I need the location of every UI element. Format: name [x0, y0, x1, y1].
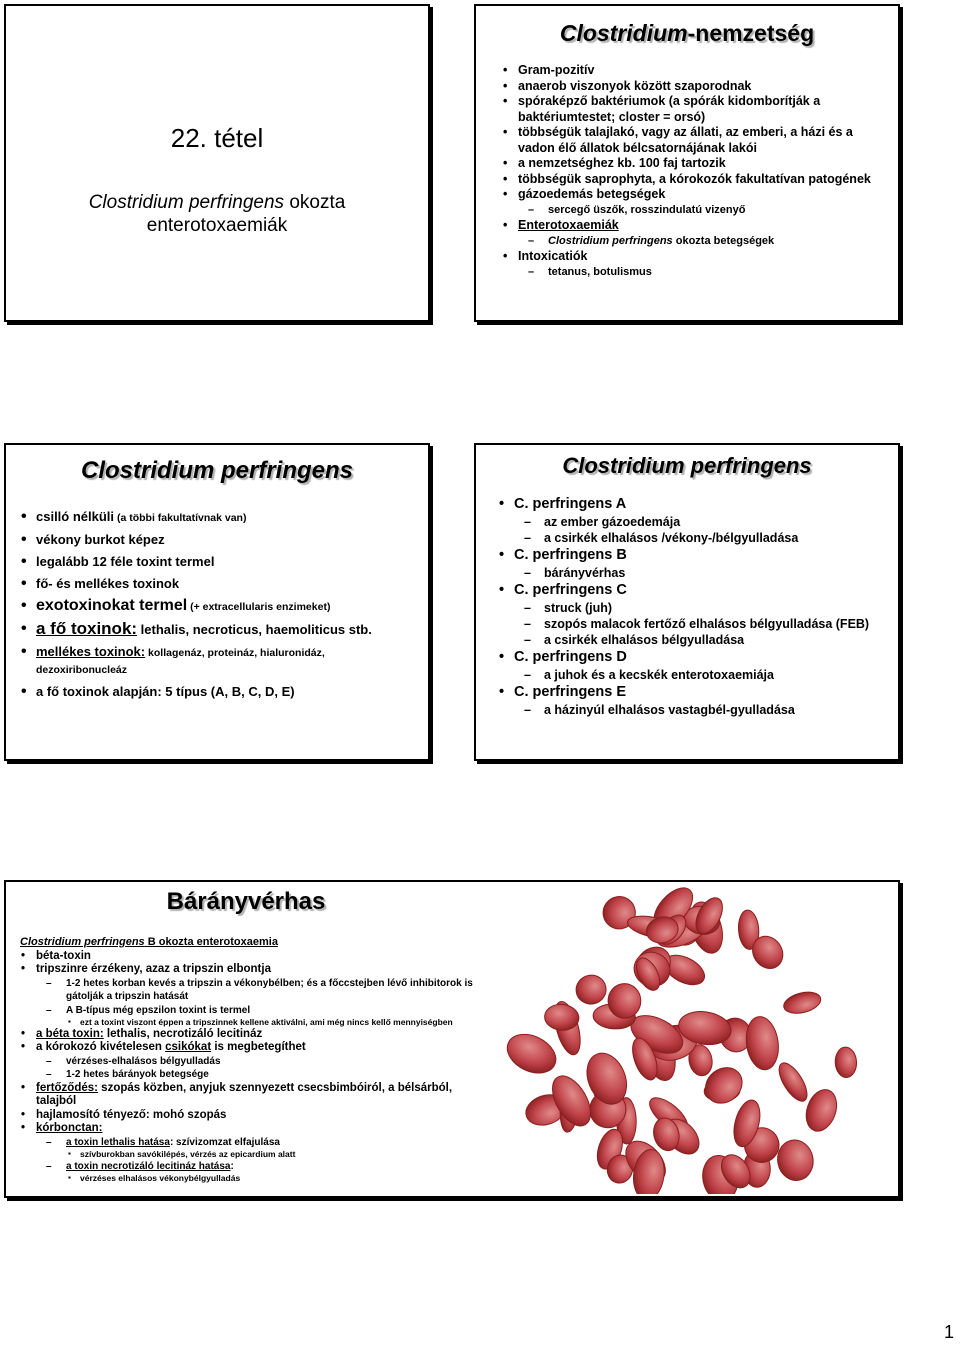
item-text: vérzéses-elhalásos bélgyulladás — [66, 1055, 221, 1067]
lamb-list-item — [20, 1082, 490, 1109]
item-main: a fő toxinok alapján: 5 típus (A, B, C, D, E) — [36, 684, 295, 699]
types-list-item — [498, 565, 888, 581]
item-text: lethalis, necrotizáló lecitináz — [103, 1027, 263, 1040]
genus-list-item — [502, 63, 884, 79]
lamb-list-item — [20, 1028, 490, 1042]
title-genus-italic: Clostridium — [559, 20, 688, 46]
lecture-subtitle — [16, 191, 418, 237]
item-text: C. perfringens B — [514, 547, 627, 563]
lamb-dysentery-bullet-list — [20, 950, 490, 1184]
intestine-loop — [608, 983, 642, 1019]
genus-list-item — [502, 234, 884, 250]
title-slide — [4, 4, 430, 322]
types-list-item — [498, 495, 888, 514]
lamb-list-item — [20, 1055, 490, 1069]
item-underlined: fertőződés: — [36, 1081, 98, 1094]
subtitle-species: Clostridium perfringens — [88, 192, 285, 213]
item-text: többségük talajlakó, vagy az állati, az emberi, a házi és a vadon élő állatok bélcsatornájának lakói — [518, 125, 853, 155]
item-underlined: a toxin lethalis hatása — [66, 1136, 170, 1148]
item-main: exotoxinokat termel — [36, 597, 188, 614]
intestine-loop — [834, 1047, 857, 1078]
item-text: Gram-pozitív — [518, 63, 595, 77]
item-text: tetanus, botulismus — [548, 265, 652, 278]
genus-list-item — [502, 203, 884, 219]
types-list-item — [498, 600, 888, 616]
overview-list-item — [20, 598, 418, 615]
intestine-loop — [574, 973, 609, 1007]
slide-genus — [474, 4, 900, 322]
lamb-list-item — [20, 1136, 490, 1150]
lamb-list-item — [20, 1160, 490, 1174]
item-text: Enterotoxaemiák — [518, 218, 619, 232]
lamb-list-item — [20, 1068, 490, 1082]
item-text: szopás közben, anyjuk szennyezett csecsbimbóiról, a bélsárból, talajból — [36, 1081, 453, 1107]
item-main-underlined: mellékes toxinok: — [36, 644, 146, 659]
slide5-title: Bárányvérhas — [166, 888, 326, 915]
item-main: vékony burkot képez — [36, 532, 165, 547]
item-main: csilló nélküli — [36, 509, 115, 524]
subtitle-part1: okozta — [284, 192, 346, 213]
genus-list-item — [502, 156, 884, 172]
types-list-item — [498, 632, 888, 648]
item-text: C. perfringens C — [514, 582, 627, 598]
item-text: C. perfringens A — [514, 496, 627, 512]
types-list-item — [498, 683, 888, 702]
lamb-list-item — [20, 1122, 490, 1136]
item-text: a csirkék elhalásos /vékony-/bélgyulladása — [544, 531, 799, 545]
item-text: béta-toxin — [36, 949, 91, 962]
genus-list-item — [502, 94, 884, 125]
genus-list-item — [502, 265, 884, 281]
item-italic: Clostridium perfringens — [548, 234, 673, 247]
item-text: a csirkék elhalásos bélgyulladása — [544, 633, 745, 647]
overview-list-item — [20, 509, 418, 526]
overview-list-item — [20, 684, 418, 700]
title-genus-rest: -nemzetség — [687, 20, 815, 46]
item-underlined: a toxin necrotizáló lecitináz hatása — [66, 1160, 231, 1172]
item-text: az ember gázoedemája — [544, 515, 681, 529]
types-bullet-list — [498, 495, 888, 718]
item-underlined: kórbonctan: — [36, 1122, 103, 1134]
subtitle-part2: enterotoxaemiák — [146, 215, 288, 236]
overview-bullet-list — [20, 509, 418, 700]
types-list-item — [498, 514, 888, 530]
intro-rest: B okozta enterotoxaemia — [144, 936, 278, 948]
types-list-item — [498, 581, 888, 600]
item-text: a juhok és a kecskék enterotoxaemiája — [544, 668, 774, 682]
item-text: a nemzetséghez kb. 100 faj tartozik — [518, 156, 726, 170]
item-text: spóraképző baktériumok (a spórák kidomborítják a baktériumtestet; closter = orsó) — [518, 94, 821, 124]
slide4-title: Clostridium perfringens — [562, 453, 812, 478]
lamb-list-item — [20, 1004, 490, 1018]
item-text: struck (juh) — [544, 601, 613, 615]
intestine-photo — [504, 886, 902, 1194]
item-text: A B-típus még epszilon toxint is termel — [66, 1004, 251, 1016]
lamb-list-item — [20, 1041, 490, 1055]
item-text: többségük saprophyta, a kórokozók fakultatívan patogének — [518, 171, 871, 186]
genus-list-item — [502, 249, 884, 265]
slide-lamb-dysentery — [4, 880, 900, 1198]
slide5-intro — [20, 936, 490, 950]
item-text: hajlamosító tényező: mohó szopás — [36, 1108, 227, 1121]
item-small: (+ extracellularis enzimeket) — [187, 601, 331, 613]
types-list-item — [498, 616, 888, 632]
item-text: tripszinre érzékeny, azaz a tripszin elbontja — [36, 963, 271, 975]
item-text: bárányvérhas — [544, 566, 626, 580]
intro-species: Clostridium perfringens — [20, 936, 145, 948]
types-list-item — [498, 667, 888, 683]
item-main: fő- és mellékes toxinok — [36, 576, 180, 591]
item-text: ezt a toxint viszont éppen a tripszinnek kellene aktiválni, ami még nincs kellő mennyiségben — [80, 1017, 453, 1027]
types-list-item — [498, 648, 888, 667]
overview-list-item — [20, 554, 418, 570]
genus-bullet-list — [502, 63, 884, 280]
intestine-loop — [743, 1015, 782, 1072]
genus-list-item — [502, 172, 884, 188]
item-text: C. perfringens D — [514, 649, 627, 665]
lamb-list-item — [20, 1109, 490, 1123]
types-list-item — [498, 702, 888, 718]
overview-list-item — [20, 621, 418, 638]
item-text: 1-2 hetes korban kevés a tripszin a vékonybélben; és a főccstejben lévő inhibitorok is gátolják a tripszin hatását — [66, 977, 473, 1002]
lamb-list-item — [20, 963, 490, 977]
item-text: C. perfringens E — [514, 684, 626, 700]
overview-list-item — [20, 576, 418, 592]
genus-list-item — [502, 218, 884, 234]
item-text: is megbetegíthet — [211, 1041, 306, 1053]
item-text: sercegő üszők, rosszindulatú vizenyő — [548, 203, 746, 216]
item-main: legalább 12 féle toxint termel — [36, 554, 215, 569]
item-text: okozta betegségek — [672, 234, 775, 247]
lamb-list-item — [20, 1173, 490, 1184]
slide-perfringens-overview — [4, 443, 430, 761]
genus-list-item — [502, 187, 884, 203]
item-main-underlined: a fő toxinok: — [36, 619, 138, 638]
item-text: : szívizomzat elfajulása — [169, 1136, 280, 1148]
item-small: (a többi fakultatívnak van) — [114, 512, 247, 524]
item-mid: lethalis, necroticus, haemoliticus stb. — [137, 622, 372, 637]
genus-list-item — [502, 79, 884, 95]
item-text: Intoxicatiók — [518, 249, 588, 263]
slide5-text — [20, 936, 490, 1184]
lamb-list-item — [20, 977, 490, 1004]
item-text: 1-2 hetes bárányok betegsége — [66, 1069, 209, 1080]
intestine-loop — [504, 1027, 562, 1081]
item-text: szívburokban savókilépés, vérzés az epicardium alatt — [80, 1149, 296, 1159]
lamb-list-item — [20, 1149, 490, 1160]
types-list-item — [498, 530, 888, 546]
slide3-title: Clostridium perfringens — [80, 457, 354, 484]
item-text: vérzéses elhalásos vékonybélgyulladás — [80, 1173, 241, 1183]
slide-perfringens-types — [474, 443, 900, 761]
overview-list-item — [20, 532, 418, 548]
lamb-list-item — [20, 950, 490, 964]
item-text: szopós malacok fertőző elhalásos bélgyulladása (FEB) — [544, 617, 870, 631]
item-text: anaerob viszonyok között szaporodnak — [518, 78, 752, 93]
item-pre: a kórokozó kivételesen — [36, 1041, 166, 1053]
intestine-loop — [774, 1137, 816, 1184]
intestine-loop — [774, 1059, 813, 1106]
item-underlined: a béta toxin: — [36, 1027, 104, 1040]
lecture-number: 22. tétel — [170, 123, 264, 153]
intestine-illustration — [504, 886, 902, 1194]
page-number: 1 — [943, 1322, 954, 1342]
lamb-list-item — [20, 1017, 490, 1028]
genus-list-item — [502, 125, 884, 156]
item-text: : — [230, 1160, 234, 1172]
item-underlined: csikókat — [165, 1041, 212, 1053]
item-text: gázoedemás betegségek — [518, 187, 666, 201]
types-list-item — [498, 546, 888, 565]
slide-genus-title — [476, 20, 898, 47]
item-text: a házinyúl elhalásos vastagbél-gyulladása — [544, 703, 795, 717]
item-small: kollagenáz, proteináz, hialuronidáz, dezoxiribonucleáz — [36, 647, 325, 676]
intestine-loop — [782, 989, 823, 1017]
overview-list-item — [20, 644, 418, 678]
